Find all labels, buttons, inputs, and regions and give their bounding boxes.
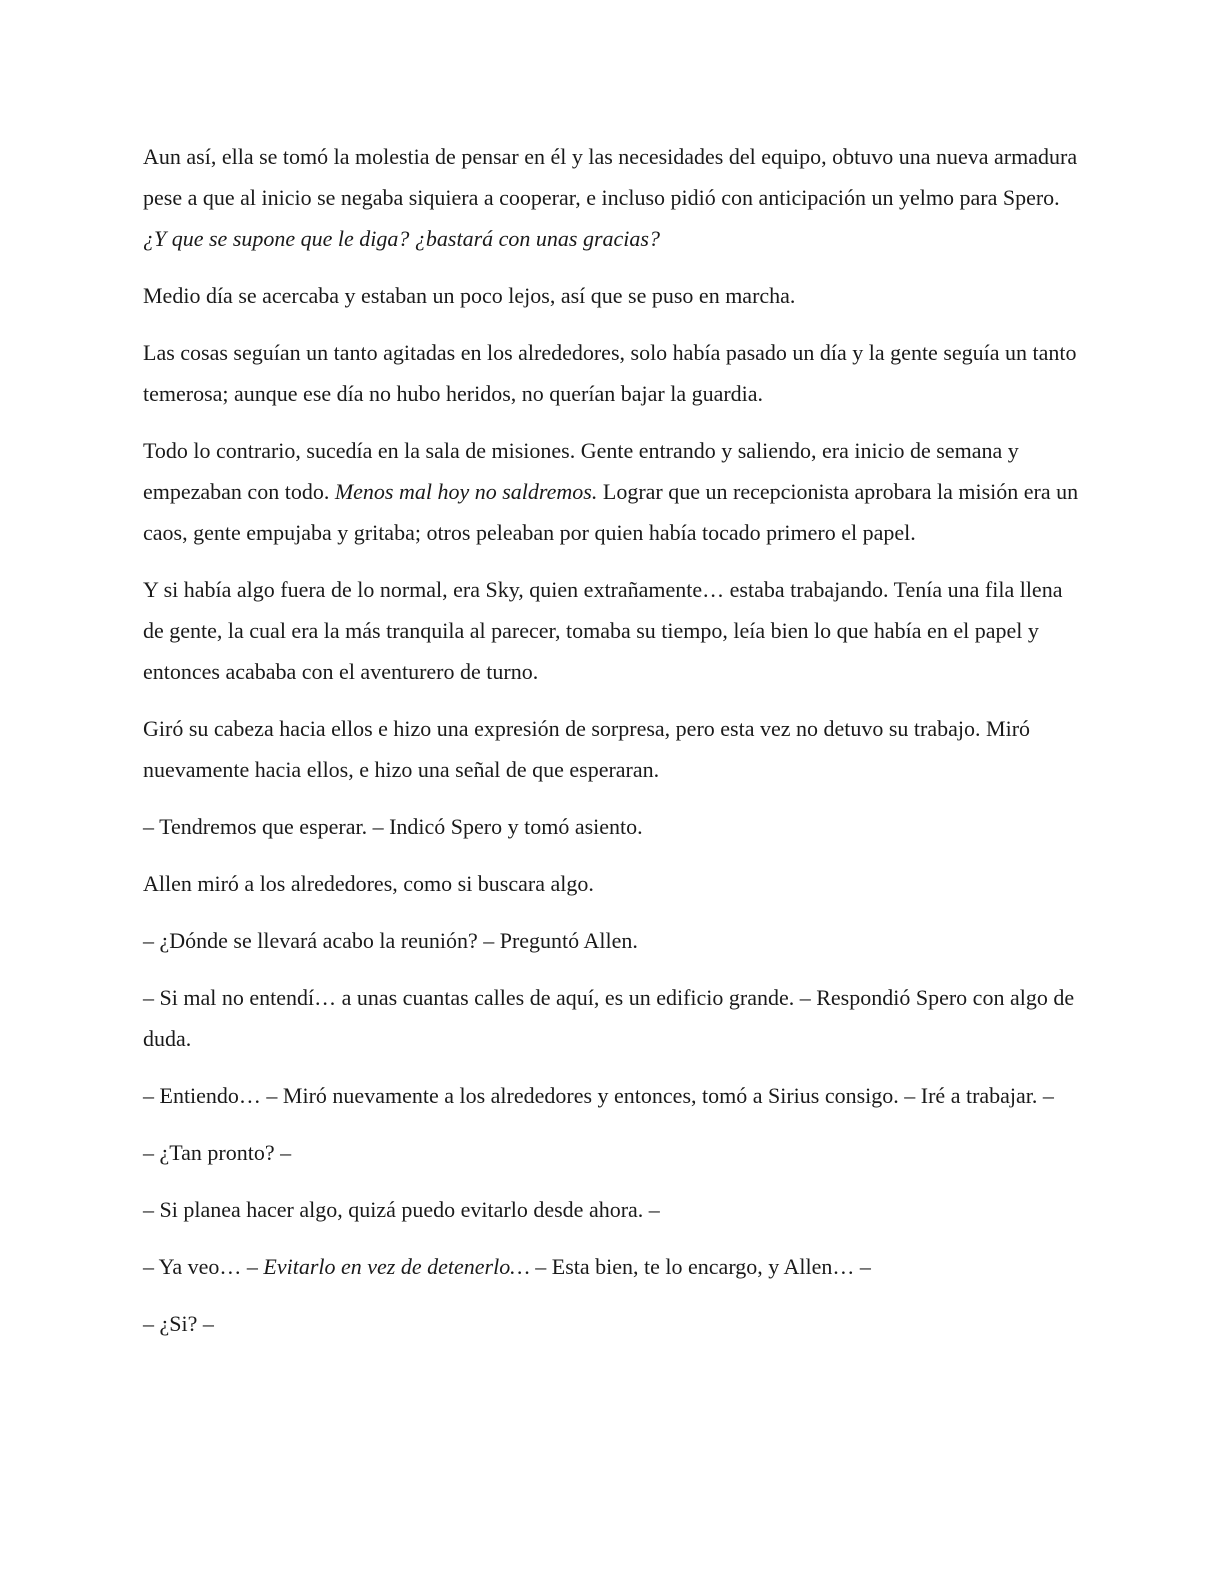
dialogue-line-3 (143, 977, 1083, 1059)
paragraph-text: – Tendremos que esperar. – Indicó Spero y tomó asiento. (143, 814, 643, 839)
paragraph-1 (143, 136, 1083, 259)
paragraph-text: Lograr que un recepcionista aprobara la misión era un caos, gente empujaba y gritaba; otros peleaban por quien había tocado primero el papel. (143, 479, 1079, 545)
dialogue-line-2 (143, 920, 1083, 961)
dialogue-line-1 (143, 806, 1083, 847)
paragraph-text: Medio día se acercaba y estaban un poco lejos, así que se puso en marcha. (143, 283, 796, 308)
paragraph-text: Aun así, ella se tomó la molestia de pensar en él y las necesidades del equipo, obtuvo una nueva armadura pese a que al inicio se negaba siquiera a cooperar, e incluso pidió con anticipación un yelmo para Spero. (143, 144, 1078, 210)
paragraph-text: Giró su cabeza hacia ellos e hizo una expresión de sorpresa, pero esta vez no detuvo su trabajo. Miró nuevamente hacia ellos, e hizo una señal de que esperaran. (143, 716, 1031, 782)
document-page (143, 136, 1083, 1360)
paragraph-text: – Si planea hacer algo, quizá puedo evitarlo desde ahora. – (143, 1197, 660, 1222)
paragraph-italic-text: Evitarlo en vez de detenerlo… (263, 1254, 530, 1279)
paragraph-text: – Esta bien, te lo encargo, y Allen… – (529, 1254, 871, 1279)
paragraph-text: Todo lo contrario, sucedía en la sala de misiones. Gente entrando y saliendo, era inicio de semana y empezaban con todo. (143, 438, 1019, 504)
paragraph-text: Allen miró a los alrededores, como si buscara algo. (143, 871, 594, 896)
paragraph-italic-text: Menos mal hoy no saldremos. (334, 479, 598, 504)
paragraph-text: – Entiendo… – Miró nuevamente a los alrededores y entonces, tomó a Sirius consigo. – Iré a trabajar. – (143, 1083, 1054, 1108)
paragraph-6 (143, 708, 1083, 790)
dialogue-line-6 (143, 1189, 1083, 1230)
paragraph-text: – ¿Si? – (143, 1311, 214, 1336)
paragraph-3 (143, 332, 1083, 414)
paragraph-2 (143, 275, 1083, 316)
paragraph-text: Las cosas seguían un tanto agitadas en los alrededores, solo había pasado un día y la gente seguía un tanto temerosa; aunque ese día no hubo heridos, no querían bajar la guardia. (143, 340, 1077, 406)
paragraph-text: – ¿Dónde se llevará acabo la reunión? – Preguntó Allen. (143, 928, 638, 953)
dialogue-line-5 (143, 1132, 1083, 1173)
paragraph-7 (143, 863, 1083, 904)
paragraph-text: – Ya veo… – (143, 1254, 264, 1279)
paragraph-5 (143, 569, 1083, 692)
paragraph-text: – Si mal no entendí… a unas cuantas calles de aquí, es un edificio grande. – Respondió Spero con algo de duda. (143, 985, 1075, 1051)
paragraph-italic-text: ¿Y que se supone que le diga? ¿bastará con unas gracias? (143, 226, 660, 251)
paragraph-text: – ¿Tan pronto? – (143, 1140, 292, 1165)
paragraph-text: Y si había algo fuera de lo normal, era Sky, quien extrañamente… estaba trabajando. Tenía una fila llena de gente, la cual era la más tranquila al parecer, tomaba su tiempo, leía bien lo que había en el papel y entonces acababa con el aventurero de turno. (143, 577, 1063, 684)
paragraph-4 (143, 430, 1083, 553)
dialogue-line-7 (143, 1246, 1083, 1287)
dialogue-line-8 (143, 1303, 1083, 1344)
dialogue-line-4 (143, 1075, 1083, 1116)
